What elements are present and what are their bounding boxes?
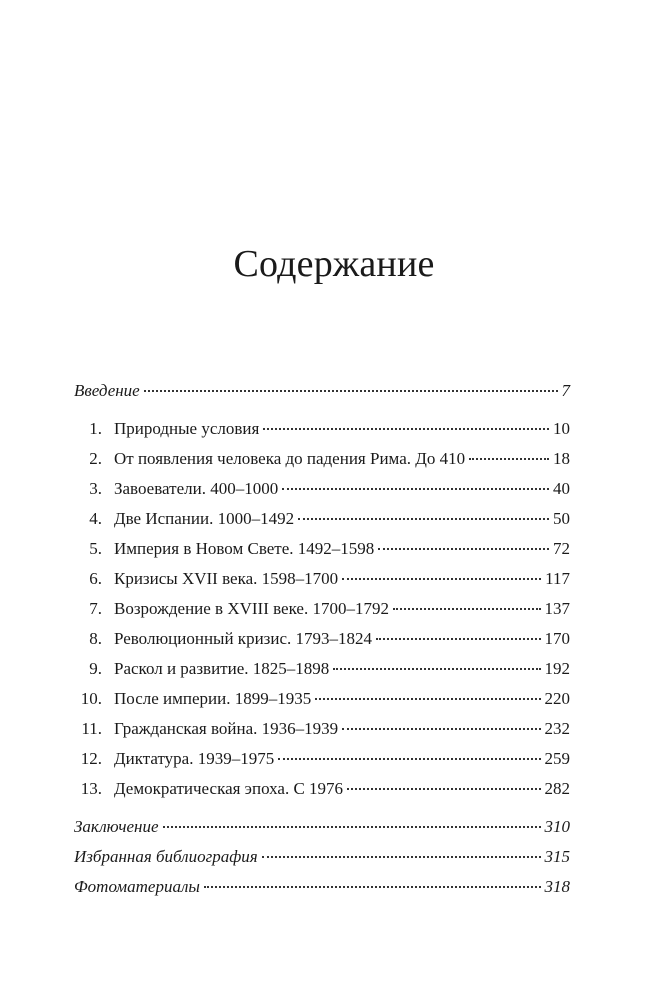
dot-leader [342, 727, 540, 730]
dot-leader [278, 757, 540, 760]
toc-entry-chapter-2[interactable] [74, 449, 570, 479]
toc-entry-page: 220 [544, 689, 570, 708]
dot-leader [163, 825, 541, 828]
toc-entry-page: 282 [544, 779, 570, 798]
toc-entry-chapter-8[interactable] [74, 629, 570, 659]
toc-entry-title: Завоеватели. 400–1000 [114, 479, 279, 498]
toc-entry-intro[interactable] [74, 381, 570, 411]
dot-leader [262, 855, 541, 858]
toc-entry-page: 192 [544, 659, 570, 678]
toc-entry-title: Кризисы XVII века. 1598–1700 [114, 569, 339, 588]
chapter-number: 6. [89, 569, 102, 588]
toc-entry-page: 117 [545, 569, 570, 588]
toc-entry-page: 7 [561, 381, 570, 400]
toc-entry-page: 50 [553, 509, 570, 528]
toc-entry-title: Избранная библиография [74, 847, 258, 866]
toc-entry-title: Демократическая эпоха. С 1976 [114, 779, 344, 798]
toc-entry-page: 10 [553, 419, 570, 438]
toc-entry-chapter-10[interactable] [74, 689, 570, 719]
toc-entry-page: 318 [544, 877, 570, 896]
toc-entry-title: Империя в Новом Свете. 1492–1598 [114, 539, 375, 558]
toc-entry-chapter-13[interactable] [74, 779, 570, 809]
toc-entry-chapter-7[interactable] [74, 599, 570, 629]
toc-entry-title: Революционный кризис. 1793–1824 [114, 629, 373, 648]
toc-entry-chapter-1[interactable] [74, 419, 570, 449]
dot-leader [376, 637, 540, 640]
chapter-number: 7. [89, 599, 102, 618]
toc-entry-title: После империи. 1899–1935 [114, 689, 312, 708]
table-of-contents [74, 381, 570, 907]
dot-leader [333, 667, 540, 670]
dot-leader [144, 389, 558, 392]
toc-entry-title: Заключение [74, 817, 159, 836]
toc-entry-title: Гражданская война. 1936–1939 [114, 719, 339, 738]
toc-entry-title: Фотоматериалы [74, 877, 200, 896]
toc-entry-chapter-9[interactable] [74, 659, 570, 689]
dot-leader [342, 577, 541, 580]
chapter-number: 8. [89, 629, 102, 648]
dot-leader [315, 697, 540, 700]
toc-entry-page: 72 [553, 539, 570, 558]
toc-entry-page: 137 [544, 599, 570, 618]
chapter-number: 10. [80, 689, 102, 708]
toc-entry-chapter-3[interactable] [74, 479, 570, 509]
toc-entry-page: 310 [544, 817, 570, 836]
chapter-number: 2. [89, 449, 102, 468]
toc-entry-title: Возрождение в XVIII веке. 1700–1792 [114, 599, 389, 618]
dot-leader [298, 517, 549, 520]
dot-leader [282, 487, 549, 490]
chapter-number: 11. [81, 719, 102, 738]
dot-leader [378, 547, 549, 550]
toc-entry-title: От появления человека до падения Рима. До 410 [114, 449, 466, 468]
toc-entry-page: 40 [553, 479, 570, 498]
chapter-number: 9. [89, 659, 102, 678]
toc-entry-title: Введение [74, 381, 140, 400]
dot-leader [469, 457, 549, 460]
toc-entry-page: 232 [544, 719, 570, 738]
toc-entry-conclusion[interactable] [74, 817, 570, 847]
toc-entry-chapter-4[interactable] [74, 509, 570, 539]
chapter-number: 12. [80, 749, 102, 768]
toc-entry-page: 315 [544, 847, 570, 866]
chapter-number: 5. [89, 539, 102, 558]
toc-entry-title: Две Испании. 1000–1492 [114, 509, 295, 528]
dot-leader [347, 787, 540, 790]
dot-leader [263, 427, 549, 430]
page-title: Содержание [233, 243, 435, 285]
chapter-number: 13. [80, 779, 102, 798]
toc-entry-title: Раскол и развитие. 1825–1898 [114, 659, 330, 678]
chapter-number: 4. [89, 509, 102, 528]
toc-entry-chapter-11[interactable] [74, 719, 570, 749]
toc-entry-chapter-5[interactable] [74, 539, 570, 569]
chapter-number: 1. [89, 419, 102, 438]
toc-entry-photos[interactable] [74, 877, 570, 907]
toc-entry-title: Природные условия [114, 419, 260, 438]
toc-entry-bibliography[interactable] [74, 847, 570, 877]
toc-entry-chapter-6[interactable] [74, 569, 570, 599]
toc-entry-page: 259 [544, 749, 570, 768]
dot-leader [393, 607, 541, 610]
toc-entry-page: 18 [553, 449, 570, 468]
toc-entry-chapter-12[interactable] [74, 749, 570, 779]
dot-leader [204, 885, 541, 888]
toc-entry-title: Диктатура. 1939–1975 [114, 749, 275, 768]
toc-entry-page: 170 [544, 629, 570, 648]
chapter-number: 3. [89, 479, 102, 498]
